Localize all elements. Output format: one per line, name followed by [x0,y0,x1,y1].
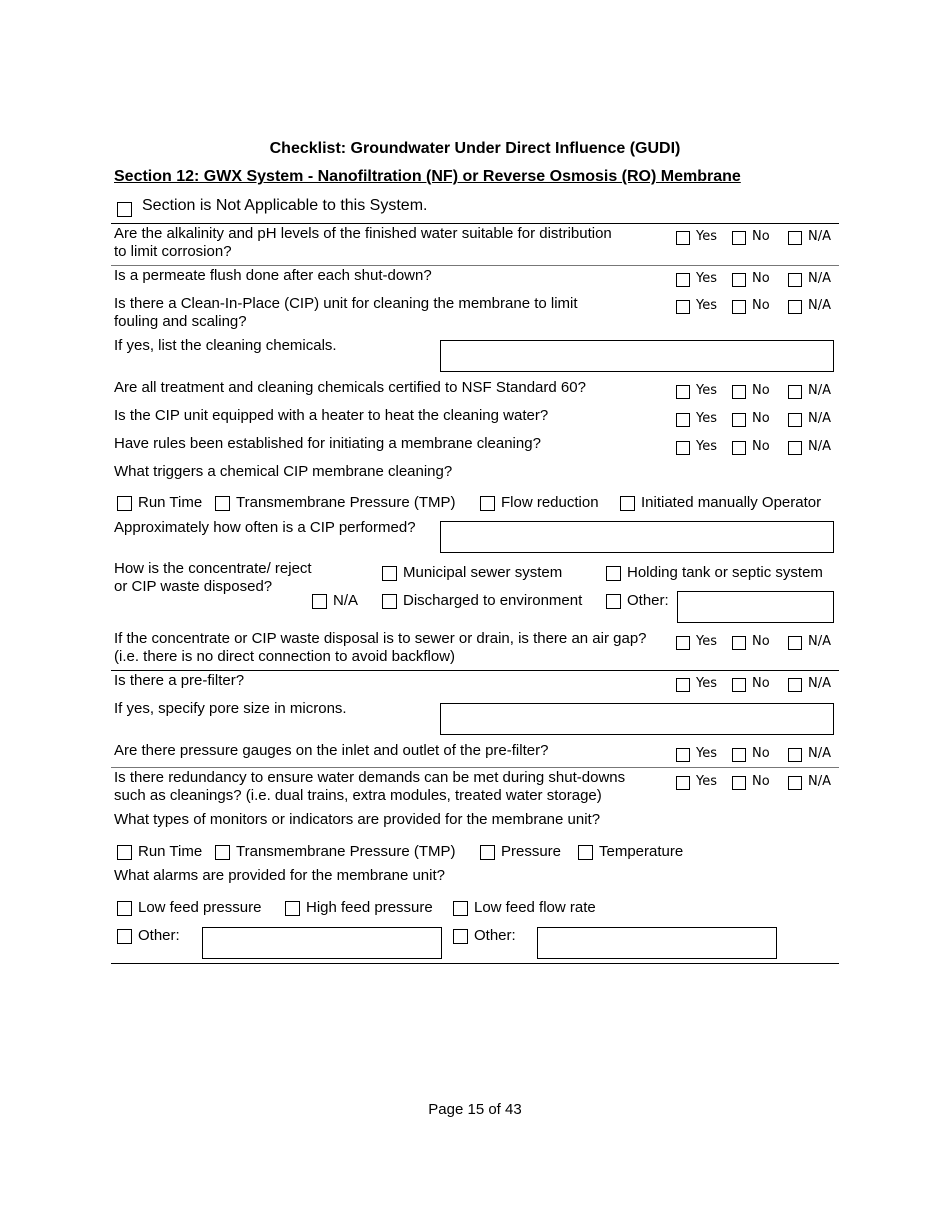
na-checkbox[interactable] [788,776,802,790]
no-label: No [752,271,770,286]
na-checkbox[interactable] [788,748,802,762]
na-checkbox[interactable] [788,441,802,455]
question-alkalinity-line1: Are the alkalinity and pH levels of the finished water suitable for distribution [114,225,612,242]
question-redundancy-line1: Is there redundancy to ensure water demands can be met during shut-downs [114,769,626,786]
disposal-na-label: N/A [333,592,359,609]
monitor-run-time-label: Run Time [138,843,203,860]
trigger-tmp-label: Transmembrane Pressure (TMP) [236,494,456,511]
na-label: N/A [808,229,831,244]
question-permeate-flush: Is a permeate flush done after each shut-down? [114,267,432,284]
trigger-flow-reduction-checkbox[interactable] [480,496,495,511]
alarm-low-feed-pressure-label: Low feed pressure [138,899,262,916]
trigger-manual-label: Initiated manually Operator [641,494,822,511]
alarm-other-1-checkbox[interactable] [117,929,132,944]
section-heading: Section 12: GWX System - Nanofiltration (NF) or Reverse Osmosis (RO) Membrane [114,168,741,185]
alarm-low-feed-flow-checkbox[interactable] [453,901,468,916]
page-title: Checklist: Groundwater Under Direct Influence (GUDI) [269,140,681,157]
yes-checkbox[interactable] [676,776,690,790]
question-alarms: What alarms are provided for the membrane unit? [114,867,445,884]
cip-frequency-input[interactable] [440,521,834,553]
not-applicable-label: Section is Not Applicable to this System. [142,197,428,214]
no-checkbox[interactable] [732,300,746,314]
question-triggers: What triggers a chemical CIP membrane cleaning? [114,463,453,480]
question-heater: Is the CIP unit equipped with a heater to heat the cleaning water? [114,407,549,424]
question-air-gap-line2: (i.e. there is no direct connection to avoid backflow) [114,648,456,665]
na-checkbox[interactable] [788,273,802,287]
trigger-run-time-checkbox[interactable] [117,496,132,511]
question-gauges: Are there pressure gauges on the inlet and outlet of the pre-filter? [114,742,549,759]
yes-label: Yes [696,634,717,649]
question-redundancy-line2: such as cleanings? (i.e. dual trains, extra modules, treated water storage) [114,787,602,804]
disposal-discharged-checkbox[interactable] [382,594,397,609]
disposal-municipal-label: Municipal sewer system [403,564,563,581]
alarm-other-2-input[interactable] [537,927,777,959]
disposal-na-checkbox[interactable] [312,594,327,609]
monitor-run-time-checkbox[interactable] [117,845,132,860]
na-label: N/A [808,746,831,761]
na-checkbox[interactable] [788,385,802,399]
na-checkbox[interactable] [788,300,802,314]
na-checkbox[interactable] [788,678,802,692]
monitor-tmp-label: Transmembrane Pressure (TMP) [236,843,456,860]
no-checkbox[interactable] [732,273,746,287]
alarm-other-1-label: Other: [138,927,180,944]
no-checkbox[interactable] [732,385,746,399]
question-disposal-line2: or CIP waste disposed? [114,578,273,595]
na-label: N/A [808,634,831,649]
yes-checkbox[interactable] [676,413,690,427]
yes-checkbox[interactable] [676,300,690,314]
yes-label: Yes [696,439,717,454]
no-label: No [752,298,770,313]
question-pore-size: If yes, specify pore size in microns. [114,700,347,717]
question-cip-unit-line2: fouling and scaling? [114,313,247,330]
yes-checkbox[interactable] [676,636,690,650]
na-label: N/A [808,298,831,313]
alarm-other-2-checkbox[interactable] [453,929,468,944]
yes-label: Yes [696,676,717,691]
question-disposal-line1: How is the concentrate/ reject [114,560,312,577]
question-cip-frequency: Approximately how often is a CIP performed? [114,519,416,536]
pore-size-input[interactable] [440,703,834,735]
alarm-other-1-input[interactable] [202,927,442,959]
na-label: N/A [808,383,831,398]
monitor-tmp-checkbox[interactable] [215,845,230,860]
monitor-pressure-label: Pressure [501,843,562,860]
alarm-other-2-label: Other: [474,927,516,944]
na-label: N/A [808,411,831,426]
alarm-low-feed-pressure-checkbox[interactable] [117,901,132,916]
yes-label: Yes [696,411,717,426]
na-checkbox[interactable] [788,413,802,427]
no-label: No [752,229,770,244]
trigger-tmp-checkbox[interactable] [215,496,230,511]
disposal-holding-label: Holding tank or septic system [627,564,823,581]
no-label: No [752,676,770,691]
na-checkbox[interactable] [788,636,802,650]
yes-label: Yes [696,271,717,286]
no-checkbox[interactable] [732,231,746,245]
question-cleaning-chemicals: If yes, list the cleaning chemicals. [114,337,337,354]
question-prefilter: Is there a pre-filter? [114,672,245,689]
divider [111,963,839,964]
question-air-gap-line1: If the concentrate or CIP waste disposal is to sewer or drain, is there an air gap? [114,630,647,647]
disposal-discharged-label: Discharged to environment [403,592,583,609]
na-label: N/A [808,439,831,454]
disposal-other-checkbox[interactable] [606,594,621,609]
not-applicable-checkbox[interactable] [117,202,132,217]
no-checkbox[interactable] [732,441,746,455]
no-label: No [752,634,770,649]
question-nsf60: Are all treatment and cleaning chemicals certified to NSF Standard 60? [114,379,586,396]
yes-label: Yes [696,229,717,244]
no-label: No [752,746,770,761]
question-rules: Have rules been established for initiating a membrane cleaning? [114,435,541,452]
disposal-other-label: Other: [627,592,669,609]
no-checkbox[interactable] [732,748,746,762]
no-label: No [752,439,770,454]
monitor-temperature-label: Temperature [599,843,684,860]
yes-checkbox[interactable] [676,385,690,399]
no-label: No [752,774,770,789]
yes-checkbox[interactable] [676,678,690,692]
no-checkbox[interactable] [732,636,746,650]
yes-checkbox[interactable] [676,441,690,455]
question-monitors: What types of monitors or indicators are provided for the membrane unit? [114,811,601,828]
no-checkbox[interactable] [732,413,746,427]
na-checkbox[interactable] [788,231,802,245]
no-checkbox[interactable] [732,678,746,692]
yes-label: Yes [696,298,717,313]
alarm-high-feed-pressure-label: High feed pressure [306,899,433,916]
trigger-run-time-label: Run Time [138,494,203,511]
page-number: Page 15 of 43 [428,1101,522,1118]
disposal-holding-checkbox[interactable] [606,566,621,581]
question-alkalinity-line2: to limit corrosion? [114,243,232,260]
yes-checkbox[interactable] [676,273,690,287]
alarm-low-feed-flow-label: Low feed flow rate [474,899,596,916]
trigger-manual-checkbox[interactable] [620,496,635,511]
disposal-municipal-checkbox[interactable] [382,566,397,581]
trigger-flow-reduction-label: Flow reduction [501,494,599,511]
no-label: No [752,411,770,426]
monitor-pressure-checkbox[interactable] [480,845,495,860]
na-label: N/A [808,774,831,789]
no-checkbox[interactable] [732,776,746,790]
yes-checkbox[interactable] [676,231,690,245]
cleaning-chemicals-input[interactable] [440,340,834,372]
yes-checkbox[interactable] [676,748,690,762]
disposal-other-input[interactable] [677,591,834,623]
question-cip-unit-line1: Is there a Clean-In-Place (CIP) unit for cleaning the membrane to limit [114,295,578,312]
na-label: N/A [808,271,831,286]
no-label: No [752,383,770,398]
yes-label: Yes [696,746,717,761]
yes-label: Yes [696,383,717,398]
na-label: N/A [808,676,831,691]
monitor-temperature-checkbox[interactable] [578,845,593,860]
yes-label: Yes [696,774,717,789]
alarm-high-feed-pressure-checkbox[interactable] [285,901,300,916]
